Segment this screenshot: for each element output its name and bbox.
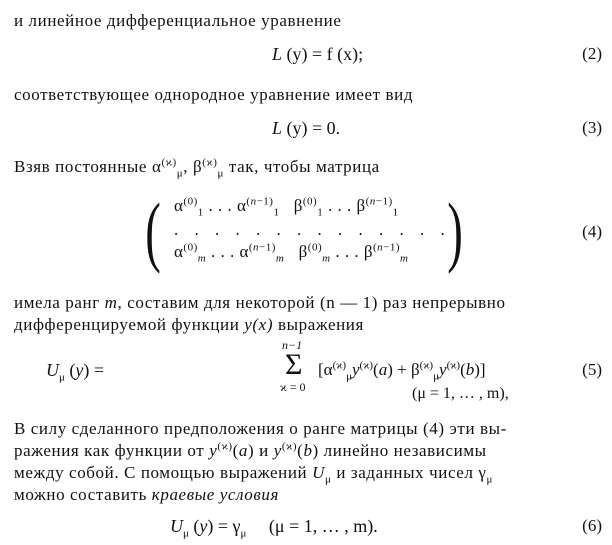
equation-number-2: (2): [582, 44, 602, 63]
text-line-5: [14, 314, 599, 336]
rank-m: m: [104, 293, 118, 312]
sum-upper-limit: n−1: [282, 338, 303, 352]
equation-number-6: (6): [582, 516, 602, 535]
equation-number-3: (3): [582, 118, 602, 137]
text-line-1: и линейное дифференциальное уравнение: [14, 11, 342, 30]
equation-5-body: $[\alpha^{(ϰ)}_\mu y^{(ϰ)}(a) + \beta^{(ϰ)}_\mu y^{(ϰ)}(b)]$: [318, 359, 486, 383]
equation-5-lhs: $U_\mu$ (y) =: [46, 360, 105, 384]
alpha-mu-kappa: $\alpha^{(ϰ)}_\mu$: [151, 156, 184, 180]
sigma-icon: Σ: [285, 348, 303, 381]
line5-start: дифференцируемой функции: [14, 315, 240, 334]
line4-end: , составим для некоторой (n — 1) раз непрерывно: [117, 293, 506, 312]
text-line-3: Взяв постоянные $\alpha^{(ϰ)}_\mu$, $\beta^{(ϰ)}_\mu$ так, чтобы матрица: [14, 156, 380, 180]
equation-3: [272, 116, 340, 140]
equation-number-5: (5): [582, 360, 602, 379]
equation-2: [272, 42, 363, 66]
boundary-conditions-term: краевые условия: [151, 485, 279, 504]
paragraph-line-4: можно составить краевые условия: [14, 485, 279, 504]
eq2-operator: L: [272, 44, 283, 64]
paragraph-line-2: ражения как функции от $y^{(ϰ)}(a)$ и $y^{(ϰ)}(b)$ линейно независимы: [14, 440, 487, 460]
eq3-body: (y) = 0.: [282, 118, 341, 138]
matrix-row-1: $\alpha^{(0)}_1$ . . . $\alpha^{(n-1)}_1$ $\beta^{(0)}_1$ . . . $\beta^{(n-1)}_1$: [174, 195, 399, 219]
paragraph-line-1: В силу сделанного предположения о ранге матрицы (4) эти вы-: [14, 419, 507, 438]
line5-end: выражения: [277, 315, 364, 334]
equation-6: $U_\mu$ $(y) = \gamma_\mu$ (μ = 1, … , m).: [170, 516, 378, 540]
text-line-4: [14, 292, 599, 314]
eq2-body: (y) = f (x);: [282, 44, 364, 64]
matrix-row-dots: . . . . . . . . . . . . . .: [174, 220, 451, 239]
matrix-row-m: $\alpha^{(0)}_m$ . . . $\alpha^{(n-1)}_m$ $\beta^{(0)}_m$ . . . $\beta^{(n-1)}_m$: [174, 241, 409, 265]
eq3-operator: L: [272, 118, 283, 138]
equation-5-condition: (μ = 1, … , m),: [412, 385, 509, 402]
sum-lower-limit: ϰ = 0: [280, 380, 306, 394]
line3-end: так, чтобы матрица: [228, 157, 380, 176]
paragraph-line-3: между собой. С помощью выражений $U_\mu$ и заданных чисел $\gamma_\mu$: [14, 463, 493, 486]
function-y: y(x): [244, 315, 274, 334]
line3-start: Взяв постоянные: [14, 157, 148, 176]
beta-mu-kappa: $\beta^{(ϰ)}_\mu$: [192, 156, 225, 180]
summation: [280, 338, 320, 398]
left-paren: (: [145, 187, 161, 274]
text-line-2: соответствующее однородное уравнение имеет вид: [14, 85, 414, 104]
matrix-4: [145, 187, 463, 274]
line4-start: имела ранг: [14, 293, 100, 312]
right-paren: ): [447, 187, 463, 274]
equation-number-4: (4): [582, 222, 602, 241]
